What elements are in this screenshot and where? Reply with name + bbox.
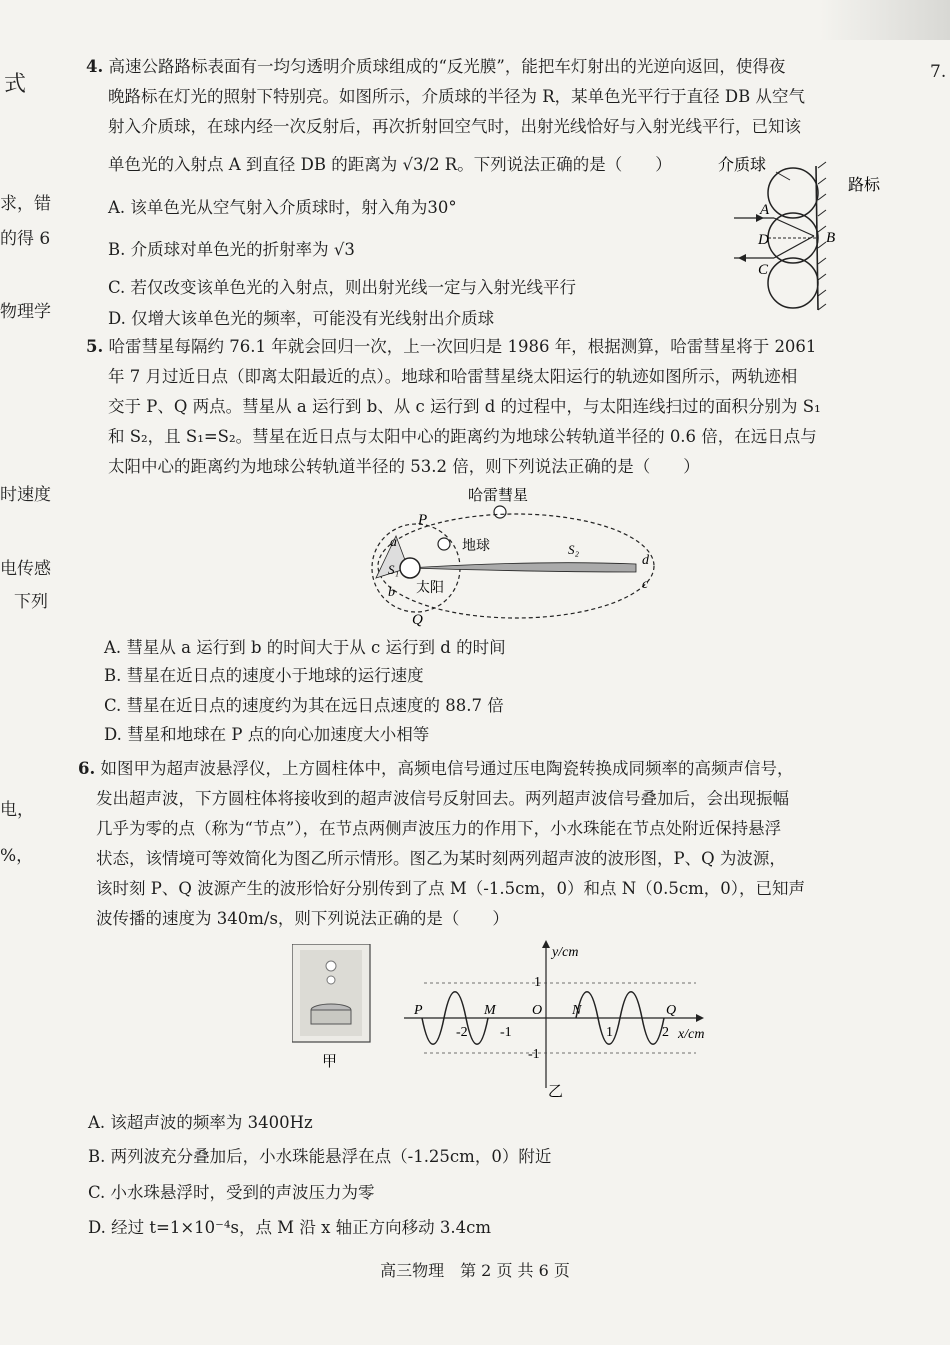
edge-text-right: 7. xyxy=(930,62,947,82)
q4-option-c: C. 若仅改变该单色光的入射点，则出射光线一定与入射光线平行 xyxy=(108,278,577,297)
q6-line-4: 状态，该情境可等效简化为图乙所示情形。图乙为某时刻两列超声波的波形图，P、Q 为波源， xyxy=(96,849,786,868)
page-footer: 高三物理 第 2 页 共 6 页 xyxy=(380,1261,570,1280)
question-5 xyxy=(86,332,821,482)
q6-label-q: Q xyxy=(666,1003,677,1018)
q6-option-b: B. 两列波充分叠加后，小水珠能悬浮在点（-1.25cm，0）附近 xyxy=(88,1147,552,1166)
q6-label-o: O xyxy=(532,1003,543,1018)
q4-option-b: B. 介质球对单色光的折射率为 √3 xyxy=(108,240,355,259)
scan-shadow xyxy=(820,0,950,40)
q4-label-c: C xyxy=(758,262,769,278)
q6-tick-x-neg1: -1 xyxy=(500,1025,512,1040)
q6-label-x-axis: x/cm xyxy=(678,1027,705,1042)
q5-label-d: d xyxy=(642,553,649,568)
q4-option-a: A. 该单色光从空气射入介质球时，射入角为30° xyxy=(108,198,457,217)
edge-text-7: 下列 xyxy=(14,592,48,612)
q5-label-a: a xyxy=(390,535,397,550)
q4-label-ball: 介质球 xyxy=(718,157,767,174)
q6-line-6: 波传播的速度为 340m/s，则下列说法正确的是（ ） xyxy=(96,909,509,928)
q6-tick-y-1: 1 xyxy=(534,975,541,990)
q5-label-comet: 哈雷彗星 xyxy=(468,488,529,504)
q5-label-q: Q xyxy=(412,612,423,628)
q6-tick-x-neg2: -2 xyxy=(456,1025,468,1040)
q4-label-b: B xyxy=(826,230,836,246)
q6-label-y-axis: y/cm xyxy=(552,945,579,960)
edge-text-4: 物理学 xyxy=(0,302,51,322)
q6-label-jia: 甲 xyxy=(322,1054,338,1070)
q6-tick-x-1: 1 xyxy=(606,1025,613,1040)
q4-line-2: 晚路标在灯光的照射下特别亮。如图所示，介质球的半径为 R，某单色光平行于直径 DB 从空气 xyxy=(108,87,806,106)
q4-label-sign: 路标 xyxy=(848,177,881,194)
q6-figure-yi-waves xyxy=(400,938,720,1102)
edge-text-8: 电， xyxy=(0,800,34,820)
q4-number: 4. xyxy=(86,57,104,76)
q4-figure-reflective-spheres xyxy=(710,150,910,322)
q5-option-a: A. 彗星从 a 运行到 b 的时间大于从 c 运行到 d 的时间 xyxy=(104,638,506,657)
q4-option-d: D. 仅增大该单色光的频率，可能没有光线射出介质球 xyxy=(108,309,495,328)
edge-text-5: 时速度 xyxy=(0,485,51,505)
q4-line-1: 4. 高速公路路标表面有一均匀透明介质球组成的“反光膜”，能把车灯射出的光逆向返回，使得夜 xyxy=(86,57,786,76)
q5-label-b: b xyxy=(388,585,395,600)
edge-text-6: 电传感 xyxy=(0,559,51,579)
q5-label-s1: S₁ xyxy=(388,562,400,577)
q6-figure-jia-photo xyxy=(292,944,372,1074)
q5-line-2: 年 7 月过近日点（即离太阳最近的点）。地球和哈雷彗星绕太阳运行的轨迹如图所示，两轨迹相 xyxy=(108,367,798,386)
edge-text-3: 的得 6 xyxy=(0,229,51,249)
q4-label-a: A xyxy=(760,202,770,218)
q5-line-3: 交于 P、Q 两点。彗星从 a 运行到 b、从 c 运行到 d 的过程中，与太阳连线扫过的面积分别为 S₁ xyxy=(108,397,821,416)
edge-text-9: %， xyxy=(0,846,34,866)
question-4 xyxy=(86,52,805,180)
q5-option-c: C. 彗星在近日点的速度约为其在远日点速度的 88.7 倍 xyxy=(104,696,504,715)
q5-option-b: B. 彗星在近日点的速度小于地球的运行速度 xyxy=(104,666,424,685)
q5-label-c: c xyxy=(642,577,649,592)
q5-line-4: 和 S₂，且 S₁=S₂。彗星在近日点与太阳中心的距离约为地球公转轨道半径的 0.6 倍，在远日点与 xyxy=(108,427,817,446)
edge-text-2: 求，错 xyxy=(0,194,51,214)
question-6 xyxy=(78,754,805,934)
q5-option-d: D. 彗星和地球在 P 点的向心加速度大小相等 xyxy=(104,725,430,744)
q6-line-2: 发出超声波，下方圆柱体将接收到的超声波信号反射回去。两列超声波信号叠加后，会出现振幅 xyxy=(96,789,789,808)
q6-label-m: M xyxy=(484,1003,496,1018)
q6-label-p: P xyxy=(414,1003,423,1018)
q4-line-4: 单色光的入射点 A 到直径 DB 的距离为 √3/2 R。下列说法正确的是（ ） xyxy=(108,155,672,174)
q5-figure-orbits xyxy=(360,480,680,630)
q5-number: 5. xyxy=(86,337,104,356)
q6-axis-labels xyxy=(413,945,704,1100)
q6-option-a: A. 该超声波的频率为 3400Hz xyxy=(88,1113,313,1132)
q6-label-yi: 乙 xyxy=(548,1084,564,1100)
q6-line-5: 该时刻 P、Q 波源产生的波形恰好分别传到了点 M（-1.5cm，0）和点 N（0.5cm，0），已知声 xyxy=(96,879,806,898)
q5-line-5: 太阳中心的距离约为地球公转轨道半径的 53.2 倍，则下列说法正确的是（ ） xyxy=(108,457,700,476)
edge-text-1: 式 xyxy=(4,72,27,97)
q6-tick-x-2: 2 xyxy=(662,1025,669,1040)
q6-tick-y-neg1: -1 xyxy=(528,1047,540,1062)
q5-label-earth: 地球 xyxy=(462,539,490,554)
q5-label-p: P xyxy=(418,512,428,528)
q4-line-3: 射入介质球，在球内经一次反射后，再次折射回空气时，出射光线恰好与入射光线平行，已知该 xyxy=(108,117,801,136)
q6-option-d: D. 经过 t=1×10⁻⁴s，点 M 沿 x 轴正方向移动 3.4cm xyxy=(88,1218,491,1237)
q6-line-1: 6. 如图甲为超声波悬浮仪，上方圆柱体中，高频电信号通过压电陶瓷转换成同频率的高频声信号， xyxy=(78,759,794,778)
q5-label-s2: S₂ xyxy=(568,542,580,557)
q6-line-3: 几乎为零的点（称为“节点”），在节点两侧声波压力的作用下，小水珠能在节点处附近保持悬浮 xyxy=(96,819,782,838)
q4-label-d: D xyxy=(758,232,769,248)
q5-label-sun: 太阳 xyxy=(416,581,444,596)
q5-line-1: 5. 哈雷彗星每隔约 76.1 年就会回归一次，上一次回归是 1986 年，根据测算，哈雷彗星将于 2061 xyxy=(86,337,817,356)
q6-option-c: C. 小水珠悬浮时，受到的声波压力为零 xyxy=(88,1183,375,1202)
q6-number: 6. xyxy=(78,759,96,778)
q6-label-n: N xyxy=(572,1003,582,1018)
